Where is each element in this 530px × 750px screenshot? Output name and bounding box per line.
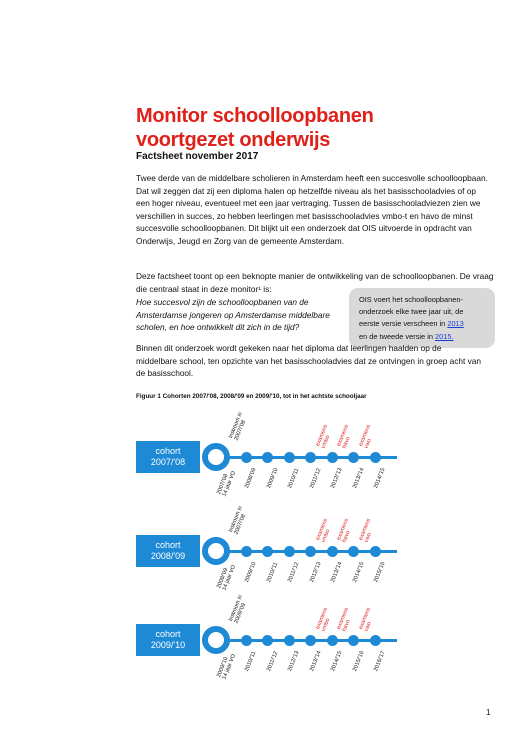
link-2013[interactable]: 2013 xyxy=(447,319,464,329)
start-circle xyxy=(202,443,230,471)
year-label: 2011/'12 xyxy=(265,650,279,673)
timeline-dot xyxy=(305,452,316,463)
year-label: 2014/'15 xyxy=(373,467,387,490)
timeline-dot xyxy=(327,452,338,463)
cohort-label: cohort xyxy=(155,540,181,550)
year-label: 2013/'14 xyxy=(330,561,344,584)
question-intro: Deze factsheet toont op een beknopte manier de ontwikkeling van de schoolloopbanen. De vraag die centraal staat in deze monitor¹ is: xyxy=(136,271,494,294)
year-label: 2010/'11 xyxy=(244,650,258,673)
timeline-dot xyxy=(284,452,295,463)
exam-label: examens vwo xyxy=(357,423,373,450)
timeline-dot xyxy=(370,546,381,557)
timeline-dot xyxy=(305,635,316,646)
year-label: 2015/'16 xyxy=(373,561,387,584)
exam-label: examens havo xyxy=(336,606,352,633)
timeline-dot xyxy=(327,635,338,646)
exam-label: examens vwo xyxy=(357,517,373,544)
timeline-dot xyxy=(262,635,273,646)
year-label: 2012/'13 xyxy=(330,467,344,490)
research-question: Hoe succesvol zijn de schoolloopbanen van de Amsterdamse jongeren op Amsterdamse middelbare scholen, en hoe ontwikkelt dit zich in de tijd? xyxy=(136,297,330,333)
timeline-dot xyxy=(262,452,273,463)
figure-caption: Figuur 1 Cohorten 2007/'08, 2008/'09 en 2009/'10, tot in het achtste schooljaar xyxy=(136,393,367,400)
callout-line: eerste versie verscheen in 2013 xyxy=(359,319,464,329)
timeline-dot xyxy=(348,546,359,557)
exam-label: examens havo xyxy=(336,517,352,544)
year-label: 2011/'12 xyxy=(287,561,301,584)
timeline-dot xyxy=(241,452,252,463)
first-year-label: 2008/'09 14 jaar VO xyxy=(216,564,238,592)
year-label: 2012/'13 xyxy=(287,650,301,673)
timeline-dot xyxy=(262,546,273,557)
timeline-dot xyxy=(348,452,359,463)
cohort-label-box xyxy=(136,624,200,656)
callout-line: en de tweede versie in 2015. xyxy=(359,331,454,341)
cohort-year: 2009/'10 xyxy=(150,640,186,650)
timeline-dot xyxy=(284,635,295,646)
year-label: 2009/'10 xyxy=(265,467,280,490)
year-label: 2016/'17 xyxy=(373,650,387,673)
cohort-label-box xyxy=(136,441,200,473)
timeline-dot xyxy=(284,546,295,557)
year-label: 2012/'13 xyxy=(308,561,323,584)
year-label: 2010/'11 xyxy=(265,561,279,584)
cohort-label-box xyxy=(136,535,200,567)
year-label: 2010/'11 xyxy=(287,467,301,490)
page-subtitle: Factsheet november 2017 xyxy=(136,151,259,162)
link-2015[interactable]: 2015. xyxy=(435,331,454,341)
timeline-dot xyxy=(327,546,338,557)
start-label: Instroom in 2007/'08 xyxy=(228,411,248,442)
timeline-dot xyxy=(370,635,381,646)
start-label: Instroom in 2009/'09 xyxy=(228,594,248,625)
exam-label: examens havo xyxy=(336,423,352,450)
timeline-dot xyxy=(370,452,381,463)
cohort-label: cohort xyxy=(155,629,181,639)
year-label: 2009/'10 xyxy=(244,561,258,584)
timeline-dot xyxy=(305,546,316,557)
callout-line: OIS voert het schoolloopbanen- xyxy=(359,295,463,304)
exam-label: examens vwo xyxy=(357,606,373,633)
start-circle xyxy=(202,537,230,565)
year-label: 2015/'16 xyxy=(351,650,366,673)
year-label: 2013/'14 xyxy=(351,467,366,490)
context-paragraph: Binnen dit onderzoek wordt gekeken naar het diploma dat leerlingen haalden op de middelbare school, ten opzichte van het basisschooladvies dat ze ontvingen in groep acht van de basisschool. xyxy=(136,343,482,379)
cohort-label: cohort xyxy=(155,446,181,456)
timeline-dot xyxy=(241,546,252,557)
exam-label: examens vmbo xyxy=(314,517,331,544)
intro-paragraph: Twee derde van de middelbare scholieren in Amsterdam heeft een succesvolle schoolloopbaan. Dat wil zeggen dat zij een diploma halen op hetzelfde niveau als het basisschooladvies of op een hoger niveau, eventueel met een jaar vertraging. Tussen de basisschooladviezen zien we verschillen in succes, zo hebben leerlingen met basisschooladvies vmbo-t en havo de minst succesvolle schoolloopbanen. Dit blijkt uit een onderzoek dat OIS uitvoerde in opdracht van Onderwijs, Jeugd en Zorg van de gemeente Amsterdam. xyxy=(136,173,488,246)
exam-label: examens vmbo xyxy=(314,606,331,633)
year-label: 2013/'14 xyxy=(308,650,323,673)
cohort-year: 2007/'08 xyxy=(150,457,186,467)
callout-line: onderzoek elke twee jaar uit, de xyxy=(359,307,464,317)
timeline-dot xyxy=(241,635,252,646)
exam-label: examens vmbo xyxy=(314,423,331,450)
first-year-label: 2009/'10 14 jaar VO xyxy=(216,653,238,681)
cohort-year: 2008/'09 xyxy=(150,551,186,561)
start-label: Instroom in 2007/'08 xyxy=(228,505,248,536)
year-label: 2014/'15 xyxy=(330,650,344,673)
page-title: Monitor schoolloopbanen voortgezet onderwijs xyxy=(136,105,374,151)
year-label: 2008/'09 xyxy=(244,467,258,490)
year-label: 2014/'15 xyxy=(351,561,366,584)
first-year-label: 2007/'08 14 jaar VO xyxy=(216,470,238,498)
start-circle xyxy=(202,626,230,654)
timeline-dot xyxy=(348,635,359,646)
year-label: 2011/'12 xyxy=(308,467,322,490)
page-number: 1 xyxy=(486,708,491,717)
